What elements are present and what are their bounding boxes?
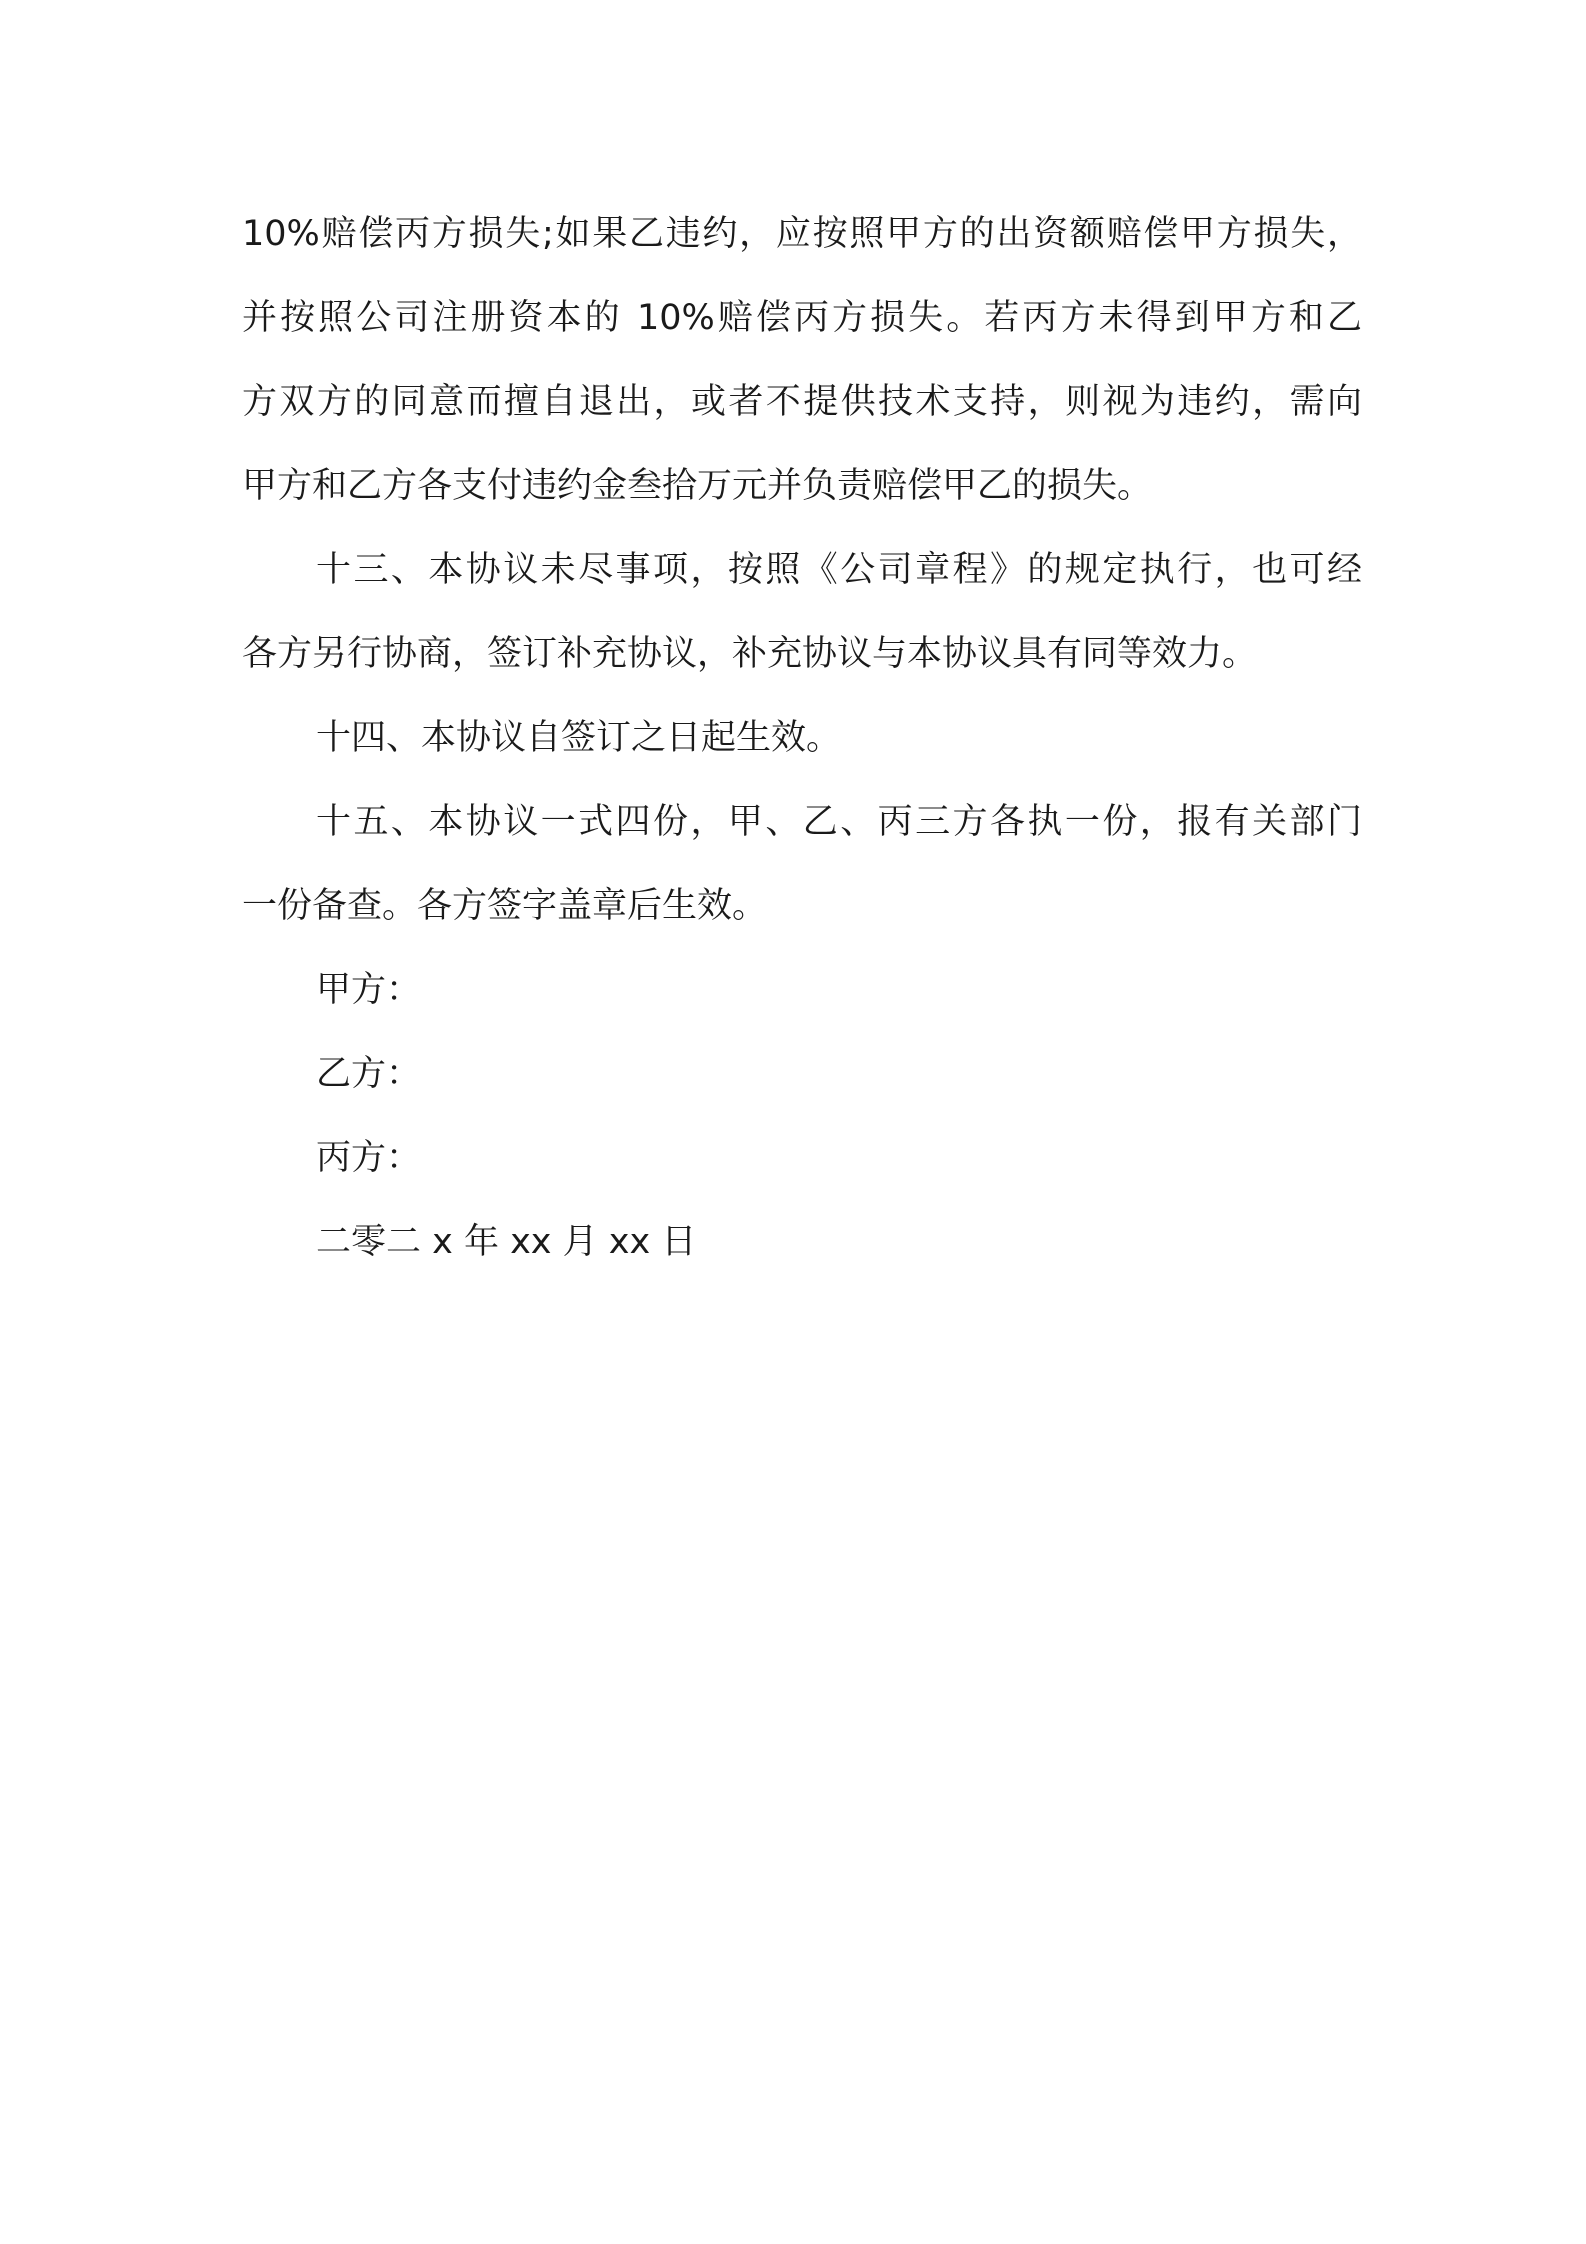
- paragraph-line: 10%赔偿丙方损失;如果乙违约，应按照甲方的出资额赔偿甲方损失，: [242, 214, 1362, 254]
- clause-14: [242, 696, 1362, 780]
- signing-date: 二零二 x 年 xx 月 xx 日: [316, 1222, 697, 1262]
- paragraph-line: 甲方和乙方各支付违约金叁拾万元并负责赔偿甲乙的损失。: [242, 466, 1153, 506]
- paragraph-12-continued: [242, 192, 1362, 528]
- paragraph-line: 十四、本协议自签订之日起生效。: [316, 718, 842, 758]
- paragraph-line: 一份备查。各方签字盖章后生效。: [242, 886, 768, 926]
- paragraph-line: 各方另行协商，签订补充协议，补充协议与本协议具有同等效力。: [242, 634, 1258, 674]
- party-b-signature-label: 乙方：: [316, 1054, 422, 1094]
- paragraph-line: 十三、本协议未尽事项，按照《公司章程》的规定执行，也可经: [316, 550, 1362, 590]
- party-c-signature-label: 丙方：: [316, 1138, 422, 1178]
- paragraph-line: 方双方的同意而擅自退出，或者不提供技术支持，则视为违约，需向: [242, 382, 1362, 422]
- signature-block: [242, 948, 1362, 1284]
- clause-15: [242, 780, 1362, 948]
- clause-13: [242, 528, 1362, 696]
- party-a-signature-label: 甲方：: [316, 970, 422, 1010]
- paragraph-line: 十五、本协议一式四份，甲、乙、丙三方各执一份，报有关部门: [316, 802, 1362, 842]
- document-body: [242, 192, 1362, 1284]
- paragraph-line: 并按照公司注册资本的 10%赔偿丙方损失。若丙方未得到甲方和乙: [242, 298, 1362, 338]
